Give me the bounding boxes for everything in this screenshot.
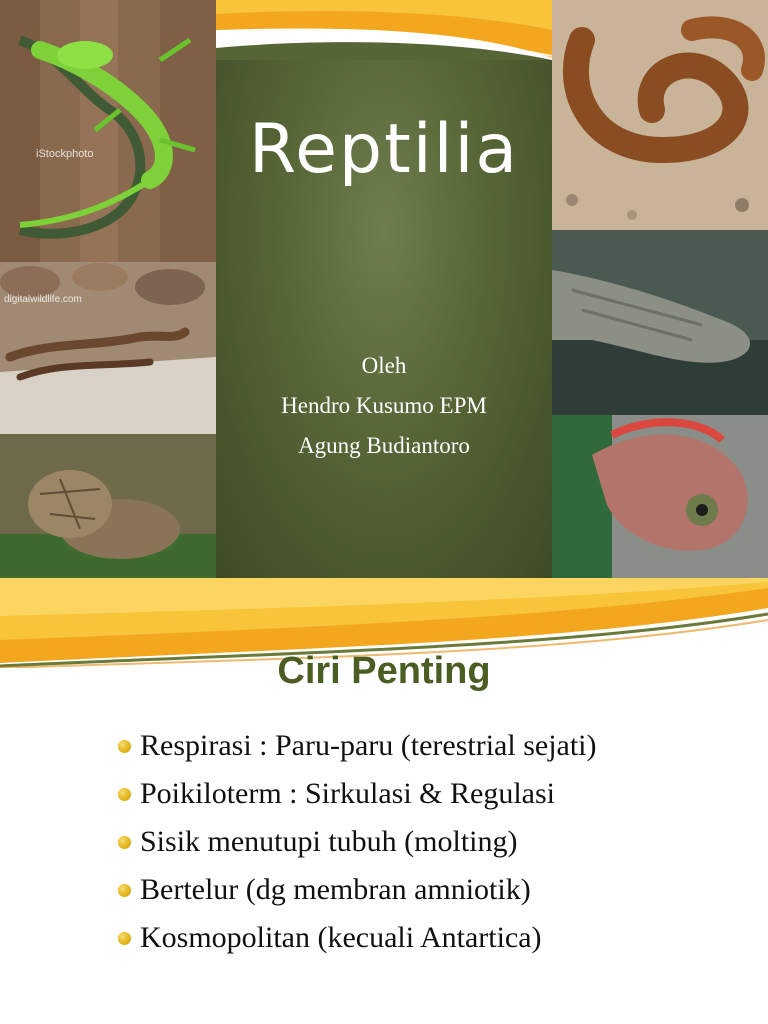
- list-item: Bertelur (dg membran amniotik): [118, 866, 597, 914]
- author-block: [216, 346, 552, 466]
- bullet-icon: [118, 884, 131, 897]
- list-item: Sisik menutupi tubuh (molting): [118, 818, 597, 866]
- crocodile-photo: [552, 230, 768, 415]
- bullet-icon: [118, 836, 131, 849]
- list-item: Poikiloterm : Sirkulasi & Regulasi: [118, 770, 597, 818]
- orange-swoosh-top: [216, 0, 552, 60]
- tortoises-photo: [0, 434, 216, 578]
- photo-watermark: iStockphoto: [36, 148, 94, 160]
- slide-title: Reptilia: [248, 110, 520, 189]
- author-name-2: Agung Budiantoro: [298, 433, 470, 458]
- bullet-list: [118, 722, 597, 962]
- brown-lizards-photo: [0, 262, 216, 434]
- snake-photo: [552, 0, 768, 230]
- author-name-1: Hendro Kusumo EPM: [281, 393, 487, 418]
- bullet-icon: [118, 740, 131, 753]
- photo-watermark: digitalwildlife.com: [4, 294, 82, 305]
- content-heading: Ciri Penting: [277, 650, 491, 692]
- green-anole-photo: [0, 0, 216, 262]
- title-panel: [216, 0, 552, 578]
- list-item: Respirasi : Paru-paru (terestrial sejati): [118, 722, 597, 770]
- author-prefix: Oleh: [361, 353, 407, 378]
- chameleon-photo: [552, 415, 768, 578]
- list-item: Kosmopolitan (kecuali Antartica): [118, 914, 597, 962]
- bullet-icon: [118, 932, 131, 945]
- bullet-icon: [118, 788, 131, 801]
